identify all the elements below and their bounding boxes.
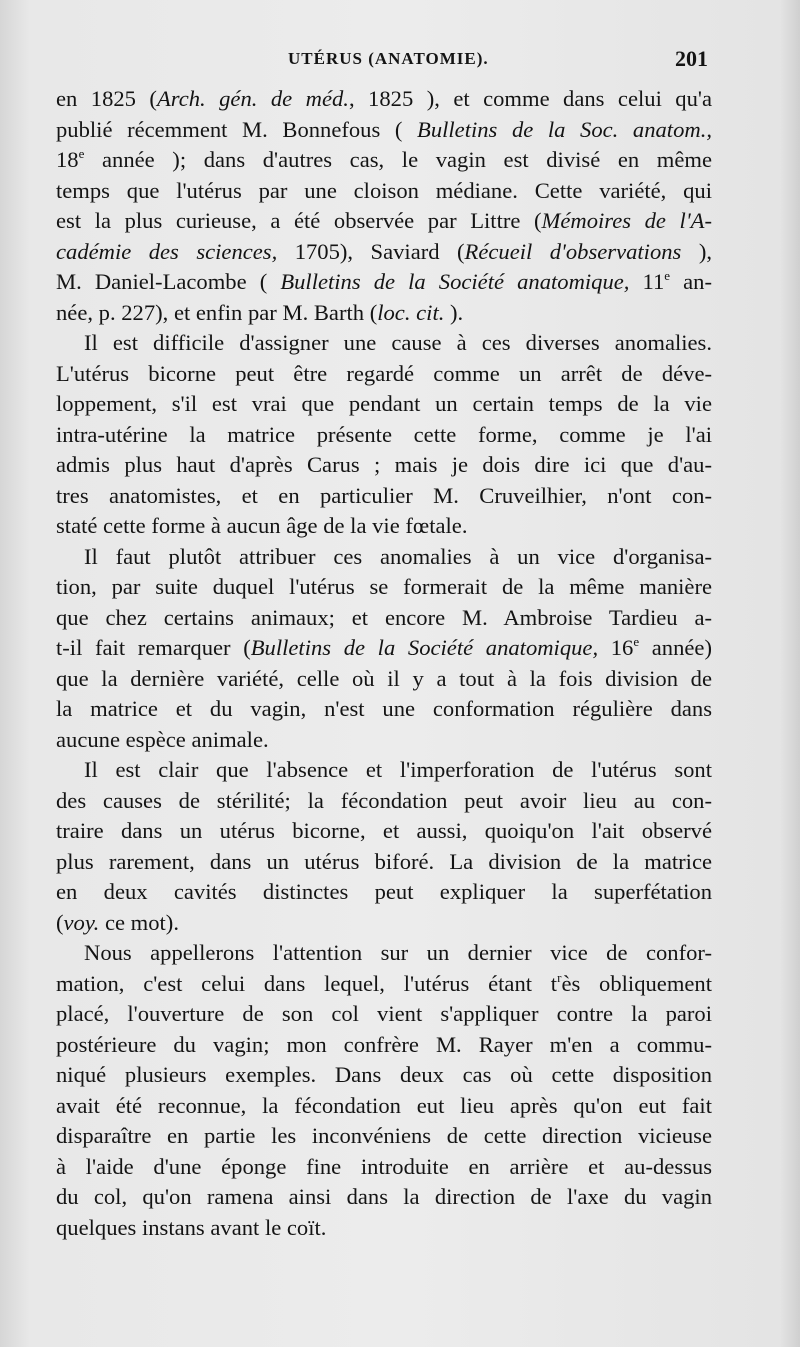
paragraph bbox=[56, 755, 712, 938]
text-line bbox=[56, 664, 712, 695]
text-run: Il est clair que l'absence et l'imperforation de l'utérus sont bbox=[84, 757, 712, 782]
text-run: temps que l'utérus par une cloison médiane. Cette variété, qui bbox=[56, 177, 712, 203]
text-run: en deux cavités distinctes peut expliquer la superfétation bbox=[56, 879, 712, 904]
text-line bbox=[56, 572, 712, 603]
text-line bbox=[56, 389, 712, 420]
text-run: traire dans un utérus bicorne, et aussi, quoiqu'on l'ait observé bbox=[56, 818, 712, 843]
italic-text: voy. bbox=[63, 909, 100, 935]
text-line bbox=[56, 511, 712, 542]
text-line bbox=[56, 542, 712, 573]
text-line bbox=[56, 725, 712, 756]
paragraph bbox=[56, 84, 712, 328]
text-run: 11 bbox=[629, 269, 665, 294]
text-run: tres anatomistes, et en particulier M. Cruveilhier, n'ont con- bbox=[56, 482, 712, 508]
text-run: que chez certains animaux; et encore M. Ambroise Tardieu a- bbox=[56, 604, 712, 630]
text-line bbox=[56, 1213, 712, 1244]
text-run: ), bbox=[681, 238, 712, 264]
text-line bbox=[56, 603, 712, 634]
italic-text: Récueil d'observations bbox=[464, 238, 682, 264]
text-line bbox=[56, 908, 712, 939]
italic-text: cadémie des sciences, bbox=[56, 238, 278, 264]
text-run: 1705), Saviard ( bbox=[277, 238, 465, 264]
superscript: e bbox=[664, 268, 671, 283]
text-run: plus rarement, dans un utérus biforé. La division de la matrice bbox=[56, 848, 712, 874]
italic-text: loc. cit. bbox=[377, 299, 445, 325]
text-run: des causes de stérilité; la fécondation peut avoir lieu au con- bbox=[56, 787, 712, 813]
text-run: M. Daniel-Lacombe ( bbox=[56, 269, 281, 294]
text-line bbox=[56, 1060, 712, 1091]
text-line bbox=[56, 786, 712, 817]
text-run: Il est difficile d'assigner une cause à ces diverses anomalies. bbox=[84, 330, 712, 355]
italic-text: Mémoires de l'A- bbox=[541, 208, 712, 233]
text-line bbox=[56, 145, 712, 176]
text-line bbox=[56, 1182, 712, 1213]
text-run: mation, c'est celui dans lequel, l'utérus étant t bbox=[56, 970, 558, 996]
text-line bbox=[56, 237, 712, 268]
text-run: tion, par suite duquel l'utérus se formerait de la même manière bbox=[56, 574, 712, 599]
text-run: intra-utérine la matrice présente cette forme, comme je l'ai bbox=[56, 421, 712, 447]
text-line bbox=[56, 298, 712, 329]
text-line bbox=[56, 999, 712, 1030]
text-line bbox=[56, 1030, 712, 1061]
text-run: an- bbox=[670, 269, 712, 294]
text-run: est la plus curieuse, a été observée par Littre ( bbox=[56, 208, 542, 233]
text-run: 16 bbox=[598, 635, 634, 660]
superscript: e bbox=[633, 634, 640, 649]
text-run: que la dernière variété, celle où il y a tout à la fois division de bbox=[56, 665, 712, 691]
text-run: la matrice et du vagin, n'est une conformation régulière dans bbox=[56, 696, 712, 721]
text-line bbox=[56, 481, 712, 512]
text-line bbox=[56, 816, 712, 847]
text-run: admis plus haut d'après Carus ; mais je dois dire ici que d'au- bbox=[56, 452, 712, 477]
text-run: ). bbox=[444, 299, 464, 325]
text-line bbox=[56, 176, 712, 207]
superscript: e bbox=[78, 146, 85, 161]
text-run: Il faut plutôt attribuer ces anomalies à un vice d'organisa- bbox=[84, 543, 712, 569]
text-run: 18 bbox=[56, 147, 79, 172]
text-run: staté cette forme à aucun âge de la vie fœtale. bbox=[56, 513, 468, 538]
paragraph bbox=[56, 938, 712, 1243]
superscript: r bbox=[557, 969, 562, 985]
text-run: du col, qu'on ramena ainsi dans la direction de l'axe du vagin bbox=[56, 1184, 712, 1209]
italic-text: Bulletins de la Société anatomique, bbox=[280, 269, 630, 294]
text-run: ce mot). bbox=[99, 909, 179, 935]
text-run: loppement, s'il est vrai que pendant un certain temps de la vie bbox=[56, 391, 712, 416]
text-run: Nous appellerons l'attention sur un dernier vice de confor- bbox=[84, 940, 712, 965]
text-line bbox=[56, 420, 712, 451]
text-run: aucune espèce animale. bbox=[56, 726, 269, 752]
text-line bbox=[56, 755, 712, 786]
text-run: année) bbox=[639, 635, 712, 660]
text-line bbox=[56, 1121, 712, 1152]
text-line bbox=[56, 877, 712, 908]
text-run: en 1825 ( bbox=[56, 86, 157, 111]
text-run: t-il fait remarquer ( bbox=[56, 635, 251, 660]
text-line bbox=[56, 84, 712, 115]
text-line bbox=[56, 694, 712, 725]
text-line bbox=[56, 450, 712, 481]
paragraph bbox=[56, 328, 712, 542]
text-line bbox=[56, 847, 712, 878]
text-run: , 1825 ), et comme dans celui qu'a bbox=[348, 86, 712, 111]
text-line bbox=[56, 1091, 712, 1122]
text-line bbox=[56, 1152, 712, 1183]
text-run: à l'aide d'une éponge fine introduite en arrière et au-dessus bbox=[56, 1153, 712, 1179]
italic-text: Bulletins de la Soc. anatom., bbox=[417, 116, 712, 142]
text-run: postérieure du vagin; mon confrère M. Rayer m'en a commu- bbox=[56, 1031, 712, 1057]
text-line bbox=[56, 938, 712, 969]
text-run: quelques instans avant le coït. bbox=[56, 1214, 327, 1240]
text-line bbox=[56, 115, 712, 146]
text-run: ( bbox=[56, 909, 64, 935]
paragraph bbox=[56, 542, 712, 756]
text-run: publié récemment M. Bonnefous ( bbox=[56, 116, 418, 142]
italic-text: Bulletins de la Société anatomique, bbox=[250, 635, 599, 660]
text-line bbox=[56, 969, 712, 1000]
text-line bbox=[56, 328, 712, 359]
page-header bbox=[56, 46, 708, 76]
running-title: UTÉRUS (ANATOMIE). bbox=[288, 49, 489, 68]
text-line bbox=[56, 633, 712, 664]
text-line bbox=[56, 267, 712, 298]
text-line bbox=[56, 206, 712, 237]
text-run: avait été reconnue, la fécondation eut lieu après qu'on eut fait bbox=[56, 1092, 712, 1118]
body-text bbox=[56, 84, 712, 1243]
italic-text: Arch. gén. de méd. bbox=[156, 86, 349, 111]
page-number: 201 bbox=[675, 46, 708, 71]
text-run: placé, l'ouverture de son col vient s'appliquer contre la paroi bbox=[56, 1001, 712, 1026]
text-run: L'utérus bicorne peut être regardé comme un arrêt de déve- bbox=[56, 360, 712, 386]
text-run: année ); dans d'autres cas, le vagin est divisé en même bbox=[84, 147, 712, 172]
text-run: ès obliquement bbox=[561, 970, 712, 996]
text-run: niqué plusieurs exemples. Dans deux cas où cette disposition bbox=[56, 1062, 712, 1087]
text-line bbox=[56, 359, 712, 390]
text-run: disparaître en partie les inconvéniens de cette direction vicieuse bbox=[56, 1123, 712, 1148]
text-run: née, p. 227), et enfin par M. Barth ( bbox=[56, 299, 378, 325]
